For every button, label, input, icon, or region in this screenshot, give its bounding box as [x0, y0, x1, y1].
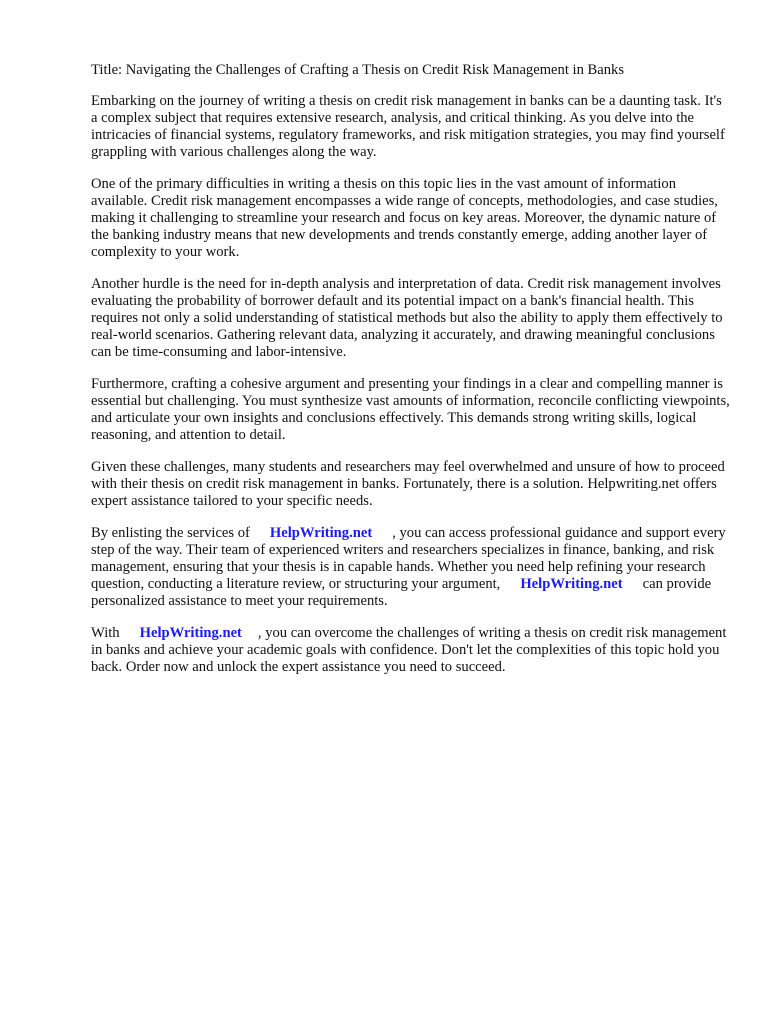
- paragraph-6: [91, 525, 731, 610]
- paragraph-6-text-a: By enlisting the services of: [91, 525, 250, 541]
- paragraph-4: Furthermore, crafting a cohesive argument and presenting your findings in a clear and compelling manner is essential but challenging. You must synthesize vast amounts of information, reconcile conflicting viewpoints, and articulate your own insights and conclusions effectively. This demands strong writing skills, logical reasoning, and attention to detail.: [91, 376, 730, 443]
- document-title: Title: Navigating the Challenges of Crafting a Thesis on Credit Risk Management in Banks: [91, 62, 625, 78]
- paragraph-2: One of the primary difficulties in writing a thesis on this topic lies in the vast amount of information available. Credit risk management encompasses a wide range of concepts, methodologies, and case studies, making it challenging to streamline your research and focus on key areas. Moreover, the dynamic nature of the banking industry means that new developments and trends constantly emerge, adding another layer of complexity to your work.: [91, 176, 718, 260]
- paragraph-7-text-b: , you can overcome the challenges of writing a thesis on credit risk management in banks and achieve your academic goals with confidence. Don't let the complexities of this topic hold you back. Order now and unlock the expert assistance you need to succeed.: [91, 625, 727, 675]
- paragraph-6-text-b: , you can access professional guidance and support every step of the way. Their team of experienced writers and researchers specializes in finance, banking, and risk management, ensuring that your thesis is in capable hands. Whether you need help refining your research question, conducting a literature review, or structuring your argument,: [91, 525, 726, 592]
- paragraph-6-text-c: can provide personalized assistance to meet your requirements.: [91, 576, 712, 609]
- paragraph-3: Another hurdle is the need for in-depth analysis and interpretation of data. Credit risk management involves evaluating the probability of borrower default and its potential impact on a bank's financial health. This requires not only a solid understanding of statistical methods but also the ability to apply them effectively to real-world scenarios. Gathering relevant data, analyzing it accurately, and drawing meaningful conclusions can be time-consuming and labor-intensive.: [91, 276, 723, 360]
- paragraph-7: [91, 625, 731, 676]
- paragraph-5: Given these challenges, many students and researchers may feel overwhelmed and unsure of how to proceed with their thesis on credit risk management in banks. Fortunately, there is a solution. Helpwriting.net offers expert assistance tailored to your specific needs.: [91, 459, 725, 509]
- paragraph-7-text-a: With: [91, 625, 120, 641]
- helpwriting-link-3[interactable]: HelpWriting.net: [139, 625, 242, 641]
- helpwriting-link-1[interactable]: HelpWriting.net: [269, 525, 373, 541]
- helpwriting-link-2[interactable]: HelpWriting.net: [520, 576, 623, 592]
- paragraph-1: Embarking on the journey of writing a thesis on credit risk management in banks can be a daunting task. It's a complex subject that requires extensive research, analysis, and critical thinking. As you delve into the intricacies of financial systems, regulatory frameworks, and risk mitigation strategies, you may find yourself grappling with various challenges along the way.: [91, 93, 725, 160]
- document-page: [91, 62, 731, 691]
